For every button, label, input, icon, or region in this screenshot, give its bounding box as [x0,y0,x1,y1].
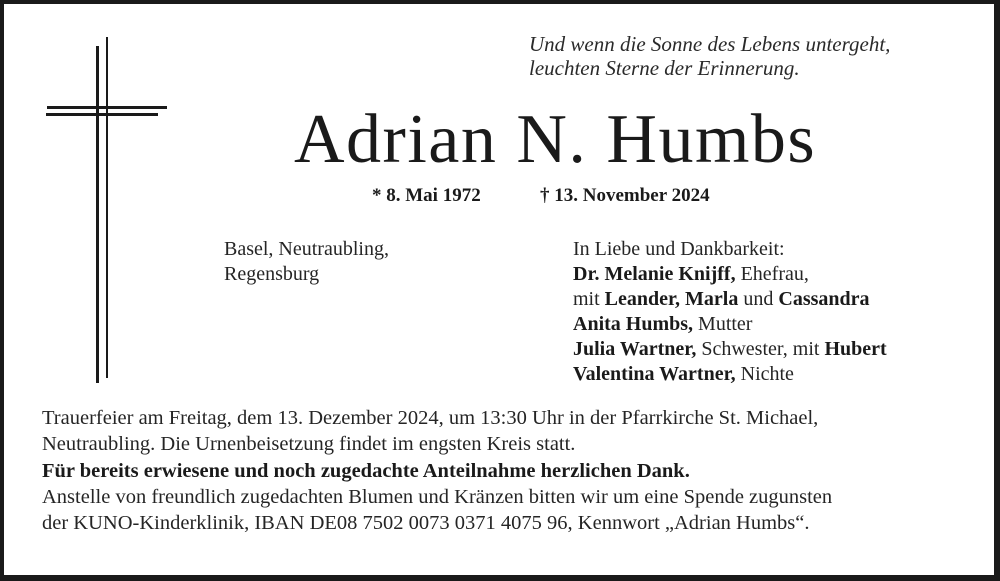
cross-vertical-left-line [96,46,99,383]
place-line: Regensburg [224,263,320,285]
mourner-name: Dr. Melanie Knijff, [573,263,736,285]
mourner-conjunction: und [738,288,779,310]
quote-line: Und wenn die Sonne des Lebens untergeht, [529,32,891,56]
mourner-name: Julia Wartner, [573,338,697,360]
mourner-row [573,337,887,362]
cross-horizontal-top-line [47,106,167,109]
donation-line: der KUNO-Kinderklinik, IBAN DE08 7502 0073 0371 4075 96, Kennwort „Adrian Humbs“. [42,511,810,534]
cross-vertical-right-line [106,37,108,378]
mourner-row [573,362,887,387]
mourner-prefix: mit [573,288,605,310]
cross-horizontal-bottom-line [46,113,158,116]
mourner-row [573,262,887,287]
ceremony-line: Trauerfeier am Freitag, dem 13. Dezember 2024, um 13:30 Uhr in der Pfarrkirche St. Michael, [42,407,819,429]
obituary-notice [4,4,994,575]
mourner-row [573,312,887,337]
quote-line: leuchten Sterne der Erinnerung. [529,56,800,80]
mourner-relation: Ehefrau, [735,263,809,285]
mourner-name: Anita Humbs, [573,313,694,335]
ceremony-and-donation-info [42,406,832,536]
donation-line: Anstelle von freundlich zugedachten Blumen und Kränzen bitten wir um eine Spende zugunsten [42,486,833,508]
mourner-relation: Mutter [693,313,753,335]
mourners-list [573,237,887,387]
thanks-line: Für bereits erwiesene und noch zugedachte Anteilnahme herzlichen Dank. [42,460,690,482]
mourner-name: Leander, Marla [604,288,739,310]
ceremony-line: Neutraubling. Die Urnenbeisetzung findet im engsten Kreis statt. [42,432,576,455]
death-date: † 13. November 2024 [540,185,710,206]
places [224,237,389,287]
birth-date: * 8. Mai 1972 [372,185,481,206]
mourner-name: Valentina Wartner, [573,363,736,385]
mourners-intro: In Liebe und Dankbarkeit: [573,238,785,260]
mourner-name: Hubert [824,338,887,360]
mourner-relation: Schwester, mit [696,338,825,360]
mourner-relation: Nichte [735,363,794,385]
memorial-quote [529,32,890,80]
deceased-name: Adrian N. Humbs [294,101,817,178]
place-line: Basel, Neutraubling, [224,238,389,260]
mourner-name: Cassandra [778,288,870,310]
mourner-row [573,287,887,312]
